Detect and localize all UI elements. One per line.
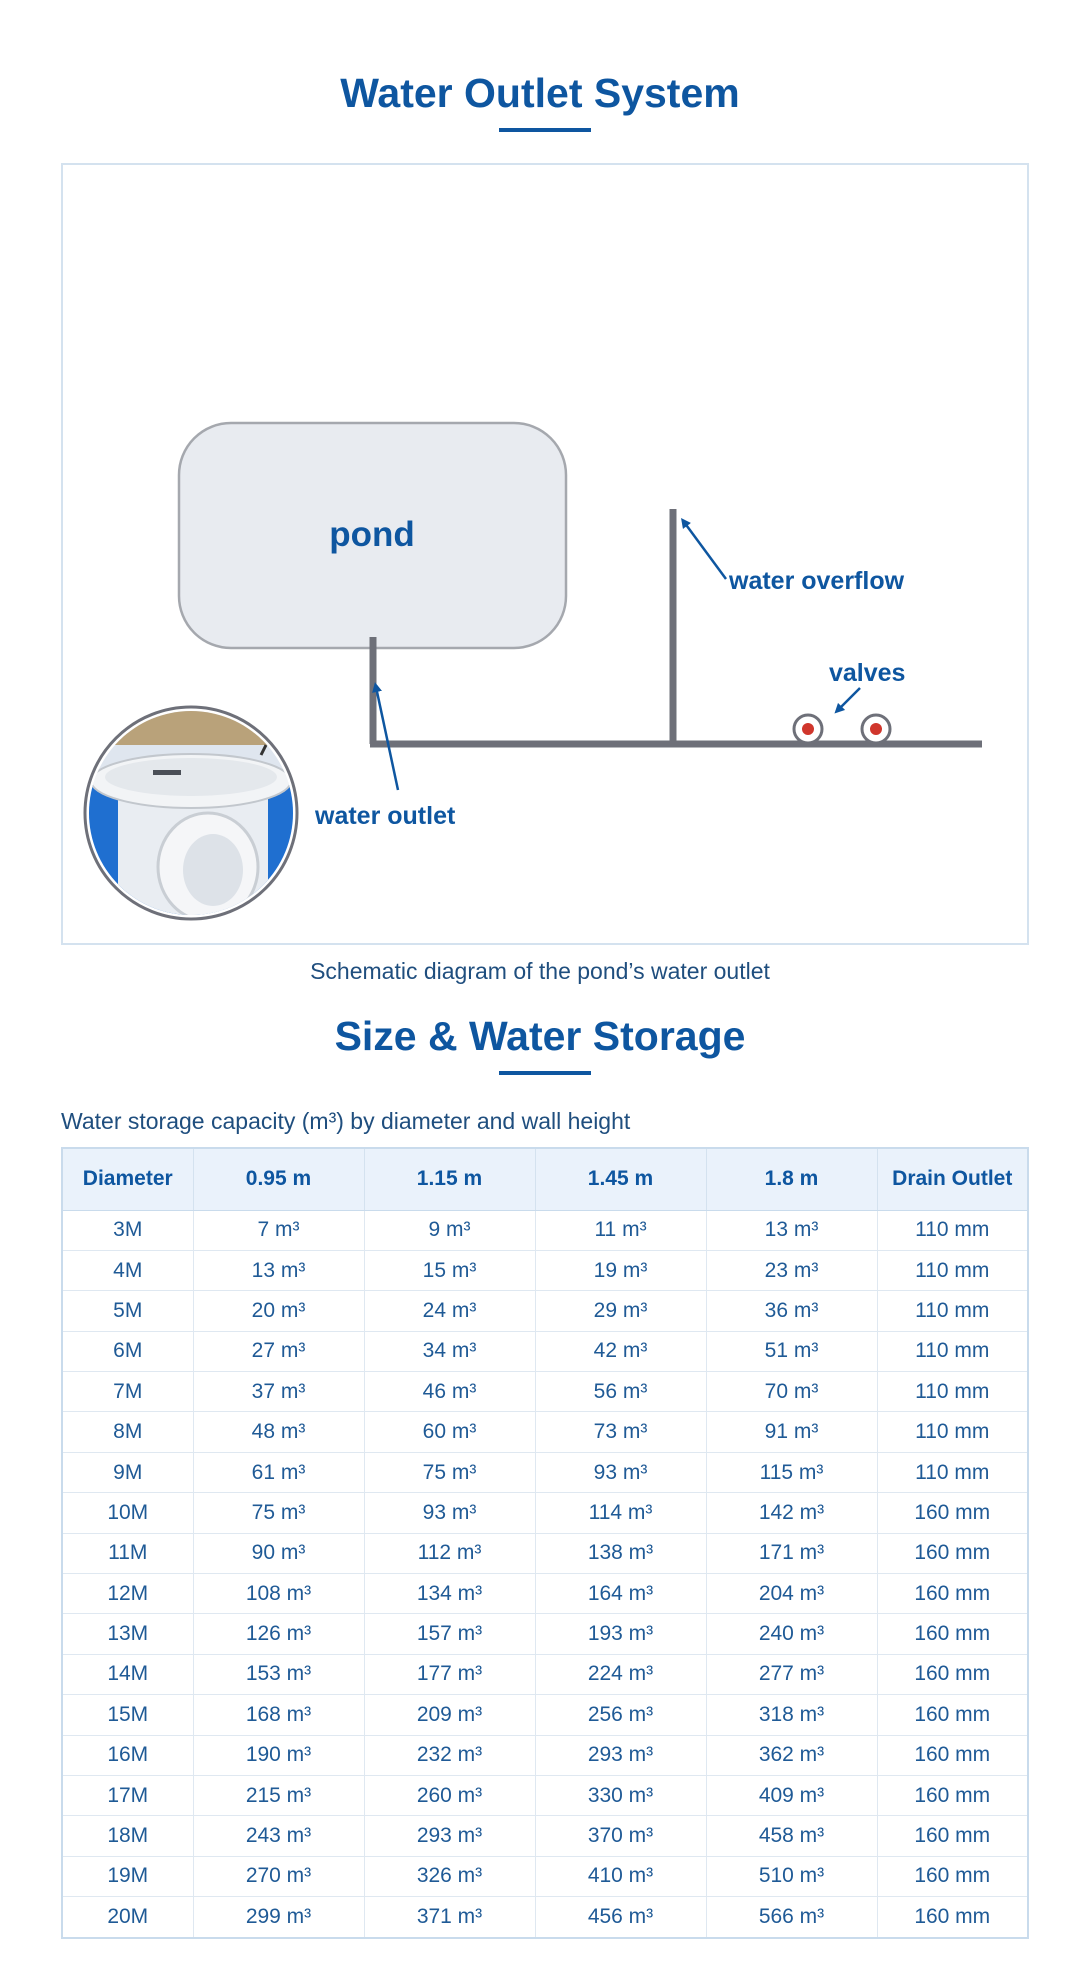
table-cell: 17M (63, 1775, 193, 1815)
table-cell: 160 mm (877, 1614, 1027, 1654)
table-cell: 371 m³ (364, 1897, 535, 1937)
table-cell: 90 m³ (193, 1533, 364, 1573)
table-cell: 318 m³ (706, 1695, 877, 1735)
table-cell: 13 m³ (706, 1210, 877, 1250)
table-cell: 326 m³ (364, 1856, 535, 1896)
table-cell: 160 mm (877, 1654, 1027, 1694)
valves-arrow (838, 688, 860, 710)
table-cell: 5M (63, 1291, 193, 1331)
table-row (63, 1291, 1027, 1331)
table-cell: 12M (63, 1574, 193, 1614)
table-cell: 566 m³ (706, 1897, 877, 1937)
table-cell: 7 m³ (193, 1210, 364, 1250)
table-cell: 110 mm (877, 1331, 1027, 1371)
table-cell: 110 mm (877, 1250, 1027, 1290)
table-cell: 256 m³ (535, 1695, 706, 1735)
table-cell: 3M (63, 1210, 193, 1250)
table-cell: 160 mm (877, 1816, 1027, 1856)
water-overflow-label: water overflow (729, 567, 905, 595)
table-cell: 115 m³ (706, 1452, 877, 1492)
table-cell: 110 mm (877, 1210, 1027, 1250)
table-body (63, 1210, 1027, 1937)
table-cell: 51 m³ (706, 1331, 877, 1371)
table-cell: 114 m³ (535, 1493, 706, 1533)
table-cell: 209 m³ (364, 1695, 535, 1735)
table-cell: 13 m³ (193, 1250, 364, 1290)
table-cell: 224 m³ (535, 1654, 706, 1694)
table-cell: 61 m³ (193, 1452, 364, 1492)
overflow-arrow (684, 522, 726, 579)
table-cell: 160 mm (877, 1574, 1027, 1614)
table-cell: 48 m³ (193, 1412, 364, 1452)
table-cell: 4M (63, 1250, 193, 1290)
table-cell: 110 mm (877, 1412, 1027, 1452)
header-diameter: Diameter (63, 1149, 193, 1210)
water-outlet-label: water outlet (315, 802, 456, 830)
table-row (63, 1574, 1027, 1614)
table-cell: 362 m³ (706, 1735, 877, 1775)
table-cell: 168 m³ (193, 1695, 364, 1735)
table-cell: 112 m³ (364, 1533, 535, 1573)
table-cell: 75 m³ (364, 1452, 535, 1492)
table-cell: 8M (63, 1412, 193, 1452)
valves-label: valves (829, 659, 906, 687)
header-height-145: 1.45 m (535, 1149, 706, 1210)
table-cell: 299 m³ (193, 1897, 364, 1937)
table-cell: 330 m³ (535, 1775, 706, 1815)
table-cell: 20 m³ (193, 1291, 364, 1331)
table-cell: 138 m³ (535, 1533, 706, 1573)
table-cell: 110 mm (877, 1372, 1027, 1412)
table-row (63, 1372, 1027, 1412)
header-height-115: 1.15 m (364, 1149, 535, 1210)
table-cell: 15M (63, 1695, 193, 1735)
table-row (63, 1331, 1027, 1371)
table-cell: 215 m³ (193, 1775, 364, 1815)
title-underline (499, 128, 591, 132)
table-cell: 126 m³ (193, 1614, 364, 1654)
table-cell: 93 m³ (364, 1493, 535, 1533)
table-cell: 42 m³ (535, 1331, 706, 1371)
table-cell: 160 mm (877, 1493, 1027, 1533)
table-row (63, 1493, 1027, 1533)
pond-label: pond (329, 515, 415, 554)
table-cell: 91 m³ (706, 1412, 877, 1452)
table-cell: 293 m³ (364, 1816, 535, 1856)
table-cell: 160 mm (877, 1533, 1027, 1573)
table-cell: 73 m³ (535, 1412, 706, 1452)
table-cell: 193 m³ (535, 1614, 706, 1654)
table-row (63, 1614, 1027, 1654)
table-cell: 160 mm (877, 1856, 1027, 1896)
table-cell: 16M (63, 1735, 193, 1775)
table-cell: 24 m³ (364, 1291, 535, 1331)
table-cell: 11M (63, 1533, 193, 1573)
table-cell: 19M (63, 1856, 193, 1896)
table-row (63, 1775, 1027, 1815)
table-cell: 36 m³ (706, 1291, 877, 1331)
outlet-schematic (63, 165, 1031, 947)
table-cell: 410 m³ (535, 1856, 706, 1896)
table-cell: 160 mm (877, 1695, 1027, 1735)
table-cell: 9M (63, 1452, 193, 1492)
table-cell: 13M (63, 1614, 193, 1654)
table-cell: 19 m³ (535, 1250, 706, 1290)
table-row (63, 1735, 1027, 1775)
table-cell: 7M (63, 1372, 193, 1412)
table-header-row (63, 1149, 1027, 1210)
table-cell: 46 m³ (364, 1372, 535, 1412)
table-cell: 14M (63, 1654, 193, 1694)
table-row (63, 1210, 1027, 1250)
table-cell: 10M (63, 1493, 193, 1533)
table-row (63, 1533, 1027, 1573)
table-cell: 260 m³ (364, 1775, 535, 1815)
table-cell: 160 mm (877, 1775, 1027, 1815)
table-cell: 110 mm (877, 1291, 1027, 1331)
table-cell: 34 m³ (364, 1331, 535, 1371)
table-cell: 75 m³ (193, 1493, 364, 1533)
outlet-arrow (376, 687, 398, 790)
section-title-size-storage: Size & Water Storage (334, 1013, 746, 1059)
table-cell: 9 m³ (364, 1210, 535, 1250)
table-cell: 458 m³ (706, 1816, 877, 1856)
table-cell: 93 m³ (535, 1452, 706, 1492)
table-cell: 29 m³ (535, 1291, 706, 1331)
table-cell: 240 m³ (706, 1614, 877, 1654)
diagram-caption: Schematic diagram of the pond’s water outlet (310, 958, 770, 984)
header-height-18: 1.8 m (706, 1149, 877, 1210)
table-row (63, 1695, 1027, 1735)
table-cell: 15 m³ (364, 1250, 535, 1290)
table-row (63, 1897, 1027, 1937)
table-cell: 108 m³ (193, 1574, 364, 1614)
table-cell: 60 m³ (364, 1412, 535, 1452)
table-row (63, 1412, 1027, 1452)
table-cell: 164 m³ (535, 1574, 706, 1614)
table-cell: 20M (63, 1897, 193, 1937)
table-cell: 160 mm (914, 1905, 991, 1929)
table-cell: 23 m³ (706, 1250, 877, 1290)
diagram-frame (61, 163, 1029, 945)
table-row (63, 1250, 1027, 1290)
table-cell: 510 m³ (706, 1856, 877, 1896)
table-cell: 243 m³ (193, 1816, 364, 1856)
table-cell: 18M (63, 1816, 193, 1856)
table-cell: 157 m³ (364, 1614, 535, 1654)
table-cell: 27 m³ (193, 1331, 364, 1371)
table-cell: 293 m³ (535, 1735, 706, 1775)
table-cell: 370 m³ (535, 1816, 706, 1856)
title-underline (499, 1071, 591, 1075)
table-cell: 110 mm (877, 1452, 1027, 1492)
table-cell: 56 m³ (535, 1372, 706, 1412)
header-drain-outlet: Drain Outlet (877, 1149, 1027, 1210)
valve-left (794, 715, 822, 743)
table-caption: Water storage capacity (m³) by diameter and wall height (61, 1108, 631, 1134)
table-cell: 204 m³ (706, 1574, 877, 1614)
table-cell: 142 m³ (706, 1493, 877, 1533)
table-row (63, 1654, 1027, 1694)
table-cell: 171 m³ (706, 1533, 877, 1573)
header-height-095: 0.95 m (193, 1149, 364, 1210)
table-cell: 190 m³ (193, 1735, 364, 1775)
table-row (63, 1452, 1027, 1492)
table-cell: 409 m³ (706, 1775, 877, 1815)
table-cell: 456 m³ (535, 1897, 706, 1937)
table-cell: 37 m³ (193, 1372, 364, 1412)
table-row (63, 1816, 1027, 1856)
table-cell: 270 m³ (193, 1856, 364, 1896)
table-cell: 177 m³ (364, 1654, 535, 1694)
table-cell: 153 m³ (193, 1654, 364, 1694)
table-cell: 134 m³ (364, 1574, 535, 1614)
table-cell: 6M (63, 1331, 193, 1371)
table-cell: 70 m³ (706, 1372, 877, 1412)
table-cell: 11 m³ (535, 1210, 706, 1250)
outlet-product-photo (83, 705, 303, 925)
storage-table (61, 1147, 1029, 1939)
valve-right (862, 715, 890, 743)
table-cell: 232 m³ (364, 1735, 535, 1775)
table-cell: 277 m³ (706, 1654, 877, 1694)
section-title-water-outlet: Water Outlet System (340, 70, 740, 116)
table-row (63, 1856, 1027, 1896)
table-cell: 160 mm (877, 1735, 1027, 1775)
